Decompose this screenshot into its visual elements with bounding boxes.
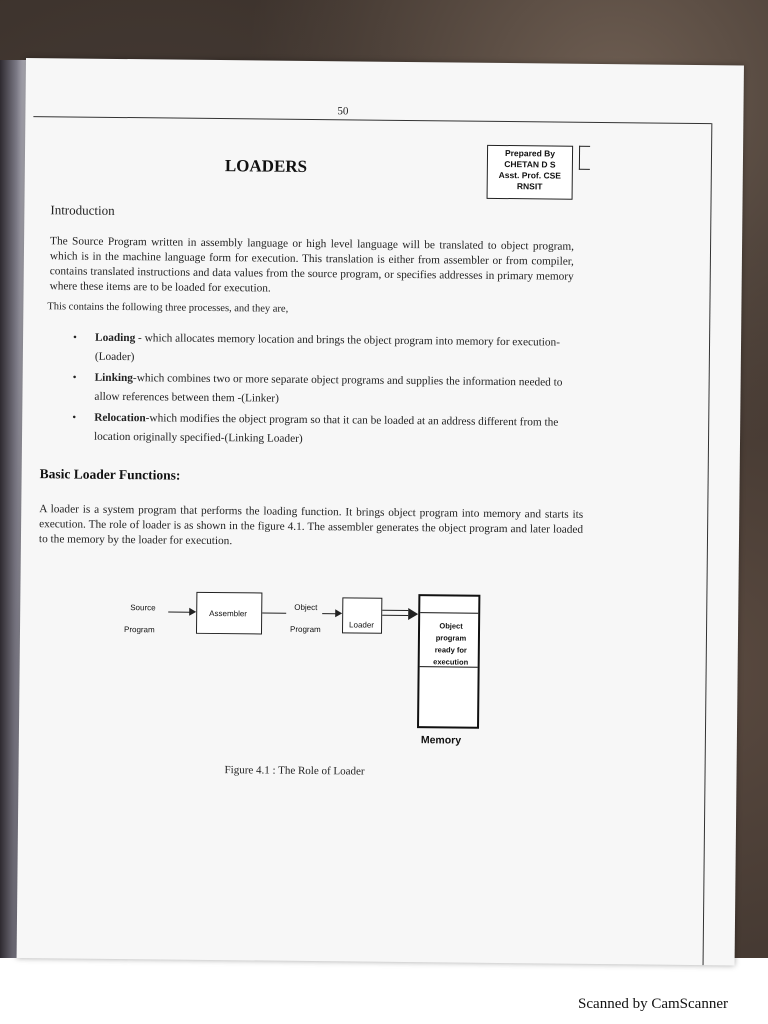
basic-functions-heading: Basic Loader Functions:: [39, 466, 181, 483]
bullet-icon: •: [73, 331, 77, 344]
page-number: 50: [337, 105, 349, 118]
arrow-loader-to-memory-double: [382, 615, 408, 616]
memory-label: Memory: [420, 734, 462, 747]
list-item: [72, 369, 582, 412]
memory-block: [417, 594, 480, 729]
arrow-object-to-loader: [322, 613, 336, 614]
object-program-label: Program: [289, 624, 321, 635]
arrow-loader-to-memory: [382, 610, 408, 611]
process-description: - which allocates memory location and brings the object program into memory for execution-(Loader): [94, 332, 561, 364]
basic-functions-paragraph: A loader is a system program that performs the loading function. It brings object program into memory and starts its execution. The role of loader is as shown in the figure 4.1. The assembler generates the object program and later loaded to the memory by the loader for execution.: [38, 503, 584, 548]
loader-label: Loader: [349, 620, 375, 630]
list-item: [72, 409, 582, 452]
author-title: Asst. Prof. CSE: [498, 169, 562, 181]
corner-tag: [579, 146, 590, 170]
loader-role-diagram: [99, 579, 501, 763]
introduction-lead-in: This contains the following three processes, and they are,: [47, 301, 289, 315]
bullet-icon: •: [72, 371, 77, 384]
process-list: [72, 329, 583, 454]
header-rule: [33, 116, 711, 124]
assembler-box: [196, 592, 262, 635]
arrow-head-icon: [408, 608, 418, 620]
process-description: -which modifies the object program so that it can be loaded at an address different from the location originally specified-(Linking Loader): [93, 412, 559, 445]
loader-box: [342, 597, 382, 633]
margin-rule: [703, 123, 713, 965]
list-item: [73, 329, 583, 372]
assembler-label: Assembler: [209, 608, 248, 619]
memory-divider: [420, 612, 478, 614]
arrow-source-to-assembler: [168, 612, 190, 613]
process-term: Relocation: [94, 411, 146, 425]
memory-content: Object program ready for execution: [433, 621, 469, 667]
process-description: -which combines two or more separate object programs and supplies the information needed to allow references between them -(Linker): [94, 372, 563, 405]
author-name: CHETAN D S: [504, 159, 556, 170]
process-term: Linking: [94, 371, 134, 385]
introduction-heading: Introduction: [50, 202, 115, 218]
document-page: [17, 58, 744, 965]
process-term: Loading: [95, 331, 136, 345]
object-label: Object: [294, 602, 318, 613]
introduction-paragraph: The Source Program written in assembly language or high level language will be translated to object program, which is in the machine language form for execution. This translation is either from assembler or from compiler, contains translated instructions and data values from the source program, or specifies addresses in primary memory where these items are to be loaded for execution.: [49, 235, 575, 295]
page-title: LOADERS: [224, 156, 308, 176]
source-label: Source: [130, 603, 156, 613]
prepared-by-box: [487, 145, 574, 200]
figure-caption: Figure 4.1 : The Role of Loader: [224, 764, 365, 778]
author-institution: RNSIT: [516, 181, 543, 192]
prepared-by-label: Prepared By: [504, 148, 556, 159]
bullet-icon: •: [72, 411, 77, 424]
arrow-assembler-to-object: [262, 613, 286, 614]
scan-watermark: Scanned by CamScanner: [578, 996, 728, 1012]
program-label: Program: [123, 625, 155, 635]
